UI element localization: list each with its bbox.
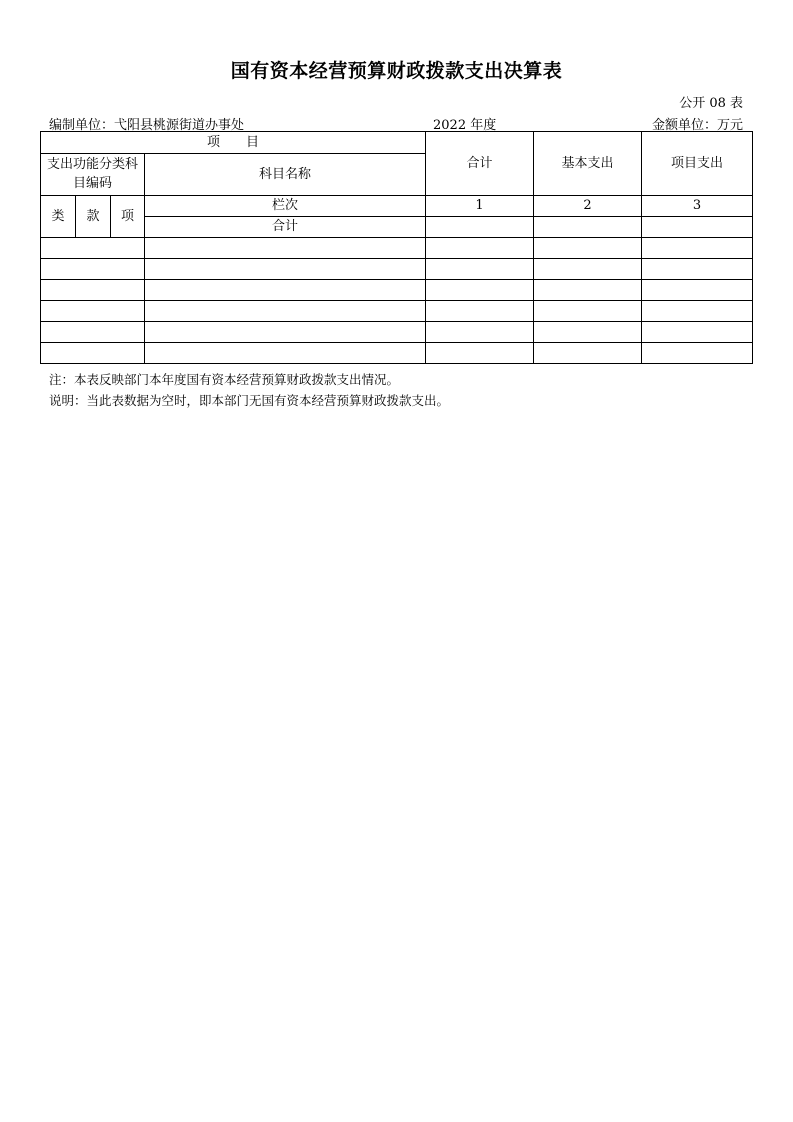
header-basic: 基本支出: [534, 132, 642, 196]
col-number-3: 3: [642, 196, 753, 217]
header-project: 项目支出: [642, 132, 753, 196]
compiling-unit: 编制单位：弋阳县桃源街道办事处: [49, 118, 245, 133]
explanation-text: 说明：当此表数据为空时，即本部门无国有资本经营预算财政拨款支出。: [49, 393, 450, 408]
header-item: 项 目: [41, 132, 426, 154]
table-row: [41, 301, 753, 322]
expenditure-table: [40, 131, 753, 364]
amount-unit: 金额单位：万元: [651, 118, 743, 133]
sum-basic-cell: [534, 217, 642, 238]
table-code: 公开 08 表: [679, 96, 743, 111]
sum-project-cell: [642, 217, 753, 238]
page-title: 国有资本经营预算财政拨款支出决算表: [230, 60, 563, 82]
table-row: [41, 322, 753, 343]
col-number-2: 2: [534, 196, 642, 217]
header-lei: 类: [41, 196, 76, 238]
col-number-1: 1: [426, 196, 534, 217]
header-kuan: 款: [76, 196, 111, 238]
table-row: [41, 280, 753, 301]
note-text: 注：本表反映部门本年度国有资本经营预算财政拨款支出情况。: [49, 372, 400, 387]
header-column-no: 栏次: [145, 196, 426, 217]
header-subject-name: 科目名称: [145, 154, 426, 196]
sum-row-label: 合计: [145, 217, 426, 238]
table-row: [41, 238, 753, 259]
table-row: [41, 343, 753, 364]
table-row: [41, 259, 753, 280]
sum-total-cell: [426, 217, 534, 238]
header-xiang: 项: [111, 196, 145, 238]
fiscal-year: 2022 年度: [433, 118, 497, 133]
header-total: 合计: [426, 132, 534, 196]
header-code-group: 支出功能分类科目编码: [41, 154, 145, 196]
